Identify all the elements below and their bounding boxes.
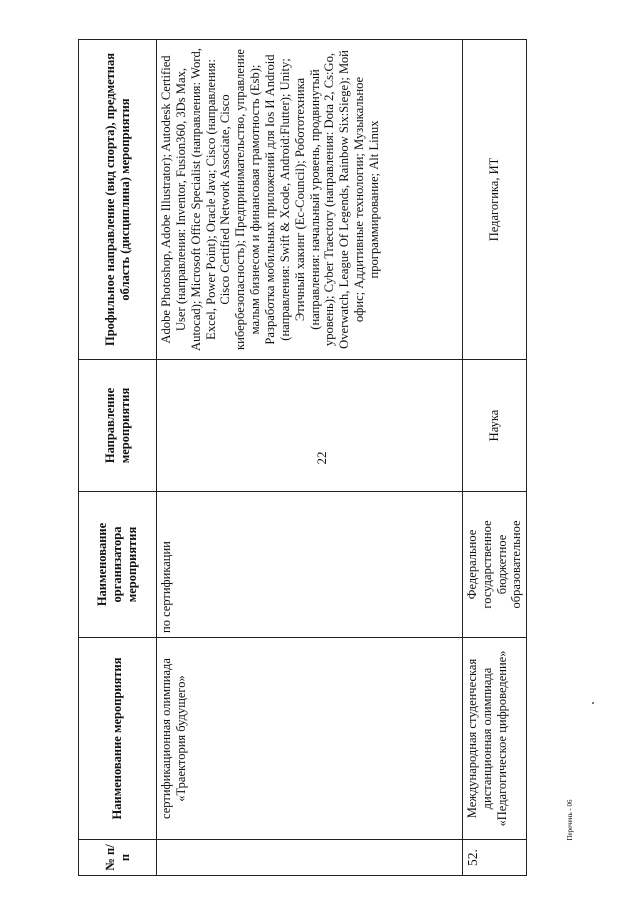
row-direction: Наука bbox=[463, 360, 527, 492]
table-row bbox=[157, 40, 463, 876]
page-number: 22 bbox=[314, 451, 329, 465]
header-organizer: Наименование организатора мероприятия bbox=[79, 492, 157, 638]
row-profile: Педагогика, ИТ bbox=[463, 40, 527, 360]
row-organizer: по сертификации bbox=[157, 492, 463, 638]
scan-speck bbox=[592, 702, 594, 704]
table-header-row bbox=[79, 40, 157, 876]
row-num bbox=[157, 840, 463, 876]
footer-label: Перечень - 06 bbox=[566, 799, 574, 841]
header-num: № п/п bbox=[79, 840, 157, 876]
header-event-name: Наименование мероприятия bbox=[79, 638, 157, 840]
header-direction: Направление мероприятия bbox=[79, 360, 157, 492]
row-direction bbox=[157, 360, 463, 492]
row-organizer: Федеральное государственное бюджетное образовательное bbox=[463, 492, 527, 638]
header-profile: Профильное направление (вид спорта), предметная область (дисциплина) мероприятия bbox=[79, 40, 157, 360]
row-event-name: сертификационная олимпиада «Траектория будущего» bbox=[157, 638, 463, 840]
rotated-table-container bbox=[78, 40, 522, 876]
row-profile: Adobe Photoshop, Adobe Illustrator); Autodesk Certified User (направления: Inventor, Fusion360, 3Ds Max, Autocad); Microsoft Office Specialist (направления: Word, Excel, Power Point); Oracle Java; Cisco (направления: Cisco Certified Network Associate, Cisco кибербезопасность); Предпринимательство, управление малым бизнесом и финансовая грамотность (Esb); Разработка мобильных приложений для Ios И Android (направления: Swift & Xcode, Android:Flutter); Unity; Этичный хакинг (Ec-Council); Робототехника (направления: начальный уровень, продвинутый уровень); Cyber Traectory (направления: Dota 2, Cs:Go, Overwatch, League Of Legends, Rainbow Six:Siege); Мой офис; Аддитивные технологии; Музыкальное программирование; Alt Linux bbox=[157, 40, 463, 360]
table-row bbox=[463, 40, 527, 876]
row-event-name: Международная студенческая дистанционная олимпиада «Педагогическое цифроведение» bbox=[463, 638, 527, 840]
events-table bbox=[78, 39, 527, 876]
row-num: 52. bbox=[463, 840, 527, 876]
